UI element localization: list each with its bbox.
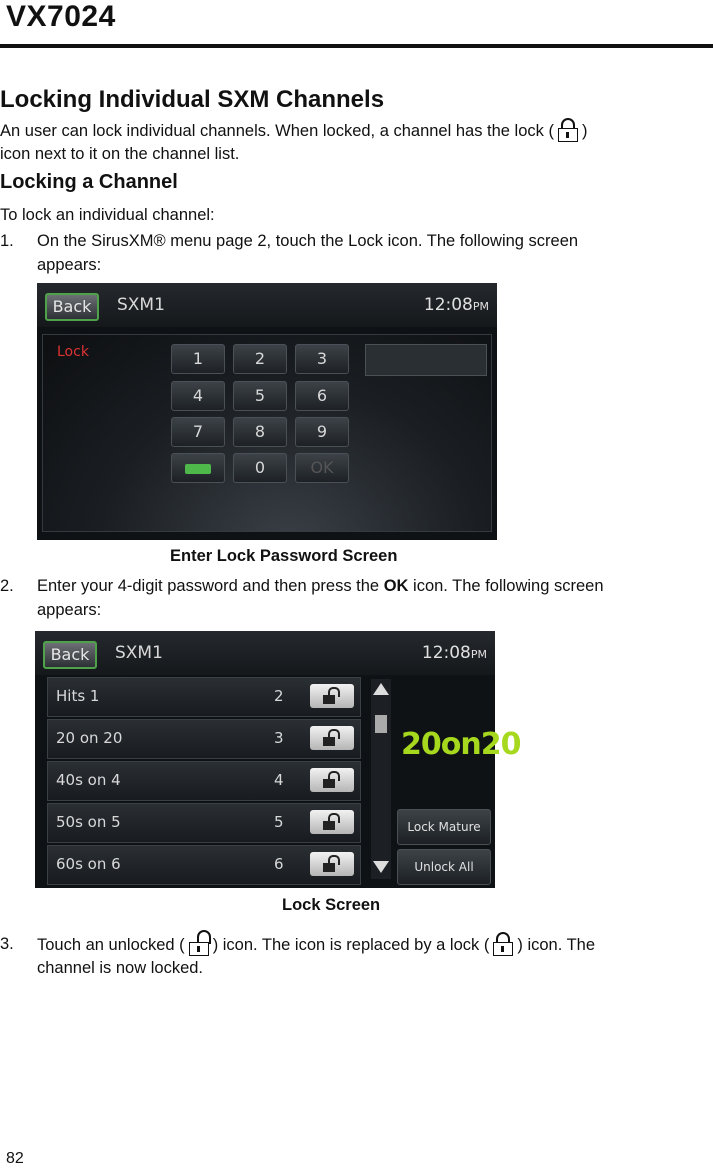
step-2-line2: appears:	[37, 601, 102, 619]
screen1-ampm: PM	[472, 300, 489, 313]
channel-name: 40s on 4	[56, 771, 121, 789]
key-0[interactable]: 0	[233, 453, 287, 483]
scroll-thumb[interactable]	[375, 715, 387, 733]
channel-name: 20 on 20	[56, 729, 123, 747]
step-2-text-b: icon. The following screen	[408, 577, 604, 595]
channel-number: 2	[274, 687, 284, 705]
channel-number: 3	[274, 729, 284, 747]
unlocked-icon[interactable]	[310, 726, 354, 750]
step-2-number: 2.	[0, 577, 14, 595]
lock-mature-button[interactable]: Lock Mature	[397, 809, 491, 845]
section-intro-line2: icon next to it on the channel list.	[0, 145, 240, 163]
unlocked-icon[interactable]	[310, 768, 354, 792]
step-3-text-c: ) icon. The	[517, 936, 596, 954]
lock-icon	[557, 118, 579, 142]
screen1-time: 12:08	[423, 295, 473, 315]
intro-text-2: )	[581, 122, 588, 140]
step-3-line1	[37, 932, 707, 957]
header-rule	[0, 44, 713, 48]
key-2[interactable]: 2	[233, 344, 287, 374]
section-intro	[0, 118, 587, 143]
key-9[interactable]: 9	[295, 417, 349, 447]
key-6[interactable]: 6	[295, 381, 349, 411]
subsection-intro: To lock an individual channel:	[0, 206, 215, 224]
section-title: Locking Individual SXM Channels	[0, 86, 385, 113]
key-5[interactable]: 5	[233, 381, 287, 411]
key-7[interactable]: 7	[171, 417, 225, 447]
intro-text-1: An user can lock individual channels. When locked, a channel has the lock (	[0, 122, 554, 140]
unlock-all-button[interactable]: Unlock All	[397, 849, 491, 885]
step-1-line2: appears:	[37, 256, 102, 274]
screen1-caption: Enter Lock Password Screen	[170, 547, 398, 565]
unlocked-icon[interactable]	[310, 810, 354, 834]
channel-number: 6	[274, 855, 284, 873]
channel-row[interactable]	[47, 845, 361, 885]
lock-screen	[35, 631, 521, 888]
screen2-time: 12:08	[421, 643, 471, 663]
screen2-ampm: PM	[470, 648, 487, 661]
unlock-icon	[188, 932, 210, 956]
step-2-ok: OK	[383, 577, 409, 595]
header-title: VX7024	[6, 0, 116, 33]
step-2-text-a: Enter your 4-digit password and then press the	[37, 577, 384, 595]
channel-name: 60s on 6	[56, 855, 121, 873]
screen2-title: SXM1	[115, 643, 163, 663]
lock-icon	[492, 932, 514, 956]
screen1-clock	[424, 295, 489, 315]
channel-logo: 20on20	[401, 727, 521, 762]
step-1-line1: On the SirusXM® menu page 2, touch the Lock icon. The following screen	[37, 232, 579, 250]
subsection-title: Locking a Channel	[0, 171, 178, 193]
step-3-number: 3.	[0, 935, 14, 953]
channel-row[interactable]	[47, 761, 361, 801]
screen1-title: SXM1	[117, 295, 165, 315]
step-3-text-a: Touch an unlocked (	[37, 936, 185, 954]
scrollbar[interactable]	[371, 679, 391, 879]
channel-name: Hits 1	[56, 687, 100, 705]
key-4[interactable]: 4	[171, 381, 225, 411]
channel-row[interactable]	[47, 719, 361, 759]
scroll-up-icon[interactable]	[373, 683, 389, 695]
screen2-clock	[422, 643, 487, 663]
key-1[interactable]: 1	[171, 344, 225, 374]
step-2-line1	[37, 574, 707, 598]
enter-lock-password-screen	[37, 283, 497, 540]
screen1-back-button[interactable]: Back	[45, 293, 99, 321]
step-1-number: 1.	[0, 232, 14, 250]
channel-number: 4	[274, 771, 284, 789]
key-3[interactable]: 3	[295, 344, 349, 374]
scroll-down-icon[interactable]	[373, 861, 389, 873]
channel-number: 5	[274, 813, 284, 831]
backspace-key[interactable]	[171, 453, 225, 483]
screen1-lock-label: Lock	[57, 344, 89, 360]
ok-key[interactable]: OK	[295, 453, 349, 483]
screen2-back-button[interactable]: Back	[43, 641, 97, 669]
channel-row[interactable]	[47, 677, 361, 717]
unlocked-icon[interactable]	[310, 852, 354, 876]
backspace-icon	[185, 464, 211, 474]
channel-row[interactable]	[47, 803, 361, 843]
screen2-caption: Lock Screen	[282, 896, 381, 914]
step-3-text-b: ) icon. The icon is replaced by a lock (	[212, 936, 490, 954]
unlocked-icon[interactable]	[310, 684, 354, 708]
key-8[interactable]: 8	[233, 417, 287, 447]
channel-name: 50s on 5	[56, 813, 121, 831]
page-number: 82	[6, 1150, 24, 1167]
step-3-line2: channel is now locked.	[37, 959, 204, 977]
password-field[interactable]	[365, 344, 487, 376]
